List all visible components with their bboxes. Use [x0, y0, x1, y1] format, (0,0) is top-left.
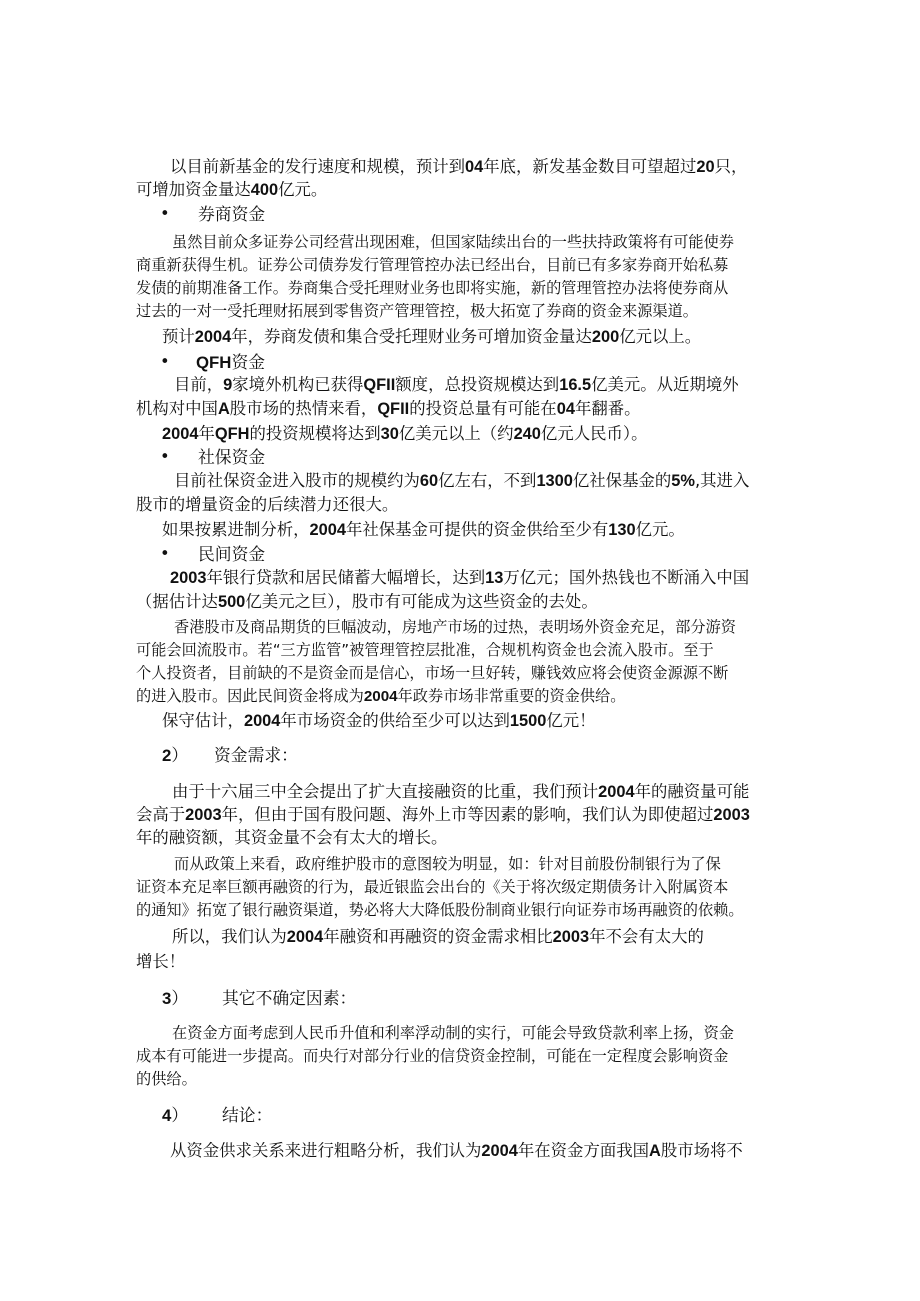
paragraph-line: 从资金供求关系来进行粗略分析，我们认为2004年在资金方面我国A股市场将不: [170, 1141, 743, 1160]
section-number: 4）: [162, 1105, 189, 1125]
paragraph-line: 由于十六届三中全会提出了扩大直接融资的比重，我们预计2004年的融资量可能: [172, 782, 750, 801]
paragraph-line: 机构对中国A股市场的热情来看，QFII的投资总量有可能在04年翻番。: [136, 399, 641, 418]
paragraph-line: 股市的增量资金的后续潜力还很大。: [136, 495, 399, 514]
paragraph-line: 过去的一对一受托理财拓展到零售资产管理管控，极大拓宽了券商的资金来源渠道。: [136, 302, 698, 320]
paragraph-line: 在资金方面考虑到人民币升值和利率浮动制的实行，可能会导致贷款利率上扬，资金: [172, 1024, 734, 1042]
section-heading: QFH资金: [196, 352, 266, 372]
section-heading: 资金需求：: [214, 745, 298, 765]
paragraph-line: 目前，9家境外机构已获得QFII额度，总投资规模达到16.5亿美元。从近期境外: [174, 375, 739, 394]
bullet-icon: •: [160, 204, 170, 223]
bullet-icon: •: [160, 447, 170, 466]
paragraph-line: 如果按累进制分析，2004年社保基金可提供的资金供给至少有130亿元。: [162, 520, 685, 539]
paragraph-line: 目前社保资金进入股市的规模约为60亿左右，不到1300亿社保基金的5%,其进入: [174, 471, 750, 490]
paragraph-line: 以目前新基金的发行速度和规模，预计到04年底，新发基金数目可望超过20只，: [170, 157, 748, 176]
paragraph-line: 预计2004年，券商发债和集合受托理财业务可增加资金量达200亿元以上。: [162, 327, 702, 346]
paragraph-line: 会高于2003年，但由于国有股问题、海外上市等因素的影响，我们认为即使超过2003: [136, 805, 750, 824]
bullet-icon: •: [160, 352, 170, 371]
bullet-icon: •: [160, 544, 170, 563]
section-number: 3）: [162, 988, 189, 1008]
paragraph-line: （据估计达500亿美元之巨），股市有可能成为这些资金的去处。: [136, 592, 598, 611]
paragraph-line: 虽然目前众多证券公司经营出现困难，但国家陆续出台的一些扶持政策将有可能使券: [172, 233, 734, 251]
paragraph-line: 可增加资金量达400亿元。: [136, 180, 328, 199]
section-heading: 民间资金: [198, 544, 266, 564]
section-heading: 结论：: [222, 1105, 273, 1125]
paragraph-line: 成本有可能进一步提高。而央行对部分行业的信贷资金控制，可能在一定程度会影响资金: [136, 1047, 729, 1065]
section-heading: 其它不确定因素：: [222, 988, 357, 1008]
paragraph-line: 年的融资额，其资金量不会有太大的增长。: [136, 828, 448, 847]
paragraph-line: 的进入股市。因此民间资金将成为2004年政券市场非常重要的资金供给。: [136, 687, 626, 705]
paragraph-line: 2004年QFH的投资规模将达到30亿美元以上（约240亿元人民币）。: [162, 424, 648, 443]
paragraph-line: 的供给。: [136, 1070, 197, 1088]
paragraph-line: 发债的前期准备工作。券商集合受托理财业务也即将实施，新的管理管控办法将使券商从: [136, 279, 729, 297]
paragraph-line: 商重新获得生机。证券公司债券发行管理管控办法已经出台，目前已有多家券商开始私募: [136, 256, 729, 274]
section-heading: 券商资金: [198, 204, 266, 224]
paragraph-line: 2003年银行贷款和居民储蓄大幅增长，达到13万亿元；国外热钱也不断涌入中国: [170, 568, 750, 587]
paragraph-line: 个人投资者，目前缺的不是资金而是信心，市场一旦好转，赚钱效应将会使资金源源不断: [136, 664, 729, 682]
paragraph-line: 证资本充足率巨额再融资的行为，最近银监会出台的《关于将次级定期债务计入附属资本: [136, 878, 729, 896]
section-number: 2）: [162, 745, 189, 765]
paragraph-line: 保守估计，2004年市场资金的供给至少可以达到1500亿元！: [162, 711, 596, 730]
paragraph-line: 增长！: [136, 952, 186, 971]
paragraph-line: 可能会回流股市。若“三方监管”被管理管控层批准，合规机构资金也会流入股市。至于: [136, 641, 714, 659]
paragraph-line: 的通知》拓宽了银行融资渠道，势必将大大降低股份制商业银行向证券市场再融资的依赖。: [136, 901, 744, 919]
paragraph-line: 香港股市及商品期货的巨幅波动，房地产市场的过热，表明场外资金充足，部分游资: [174, 618, 736, 636]
section-heading: 社保资金: [198, 447, 266, 467]
paragraph-line: 而从政策上来看，政府维护股市的意图较为明显，如：针对目前股份制银行为了保: [174, 855, 721, 873]
paragraph-line: 所以，我们认为2004年融资和再融资的资金需求相比2003年不会有太大的: [172, 927, 704, 946]
